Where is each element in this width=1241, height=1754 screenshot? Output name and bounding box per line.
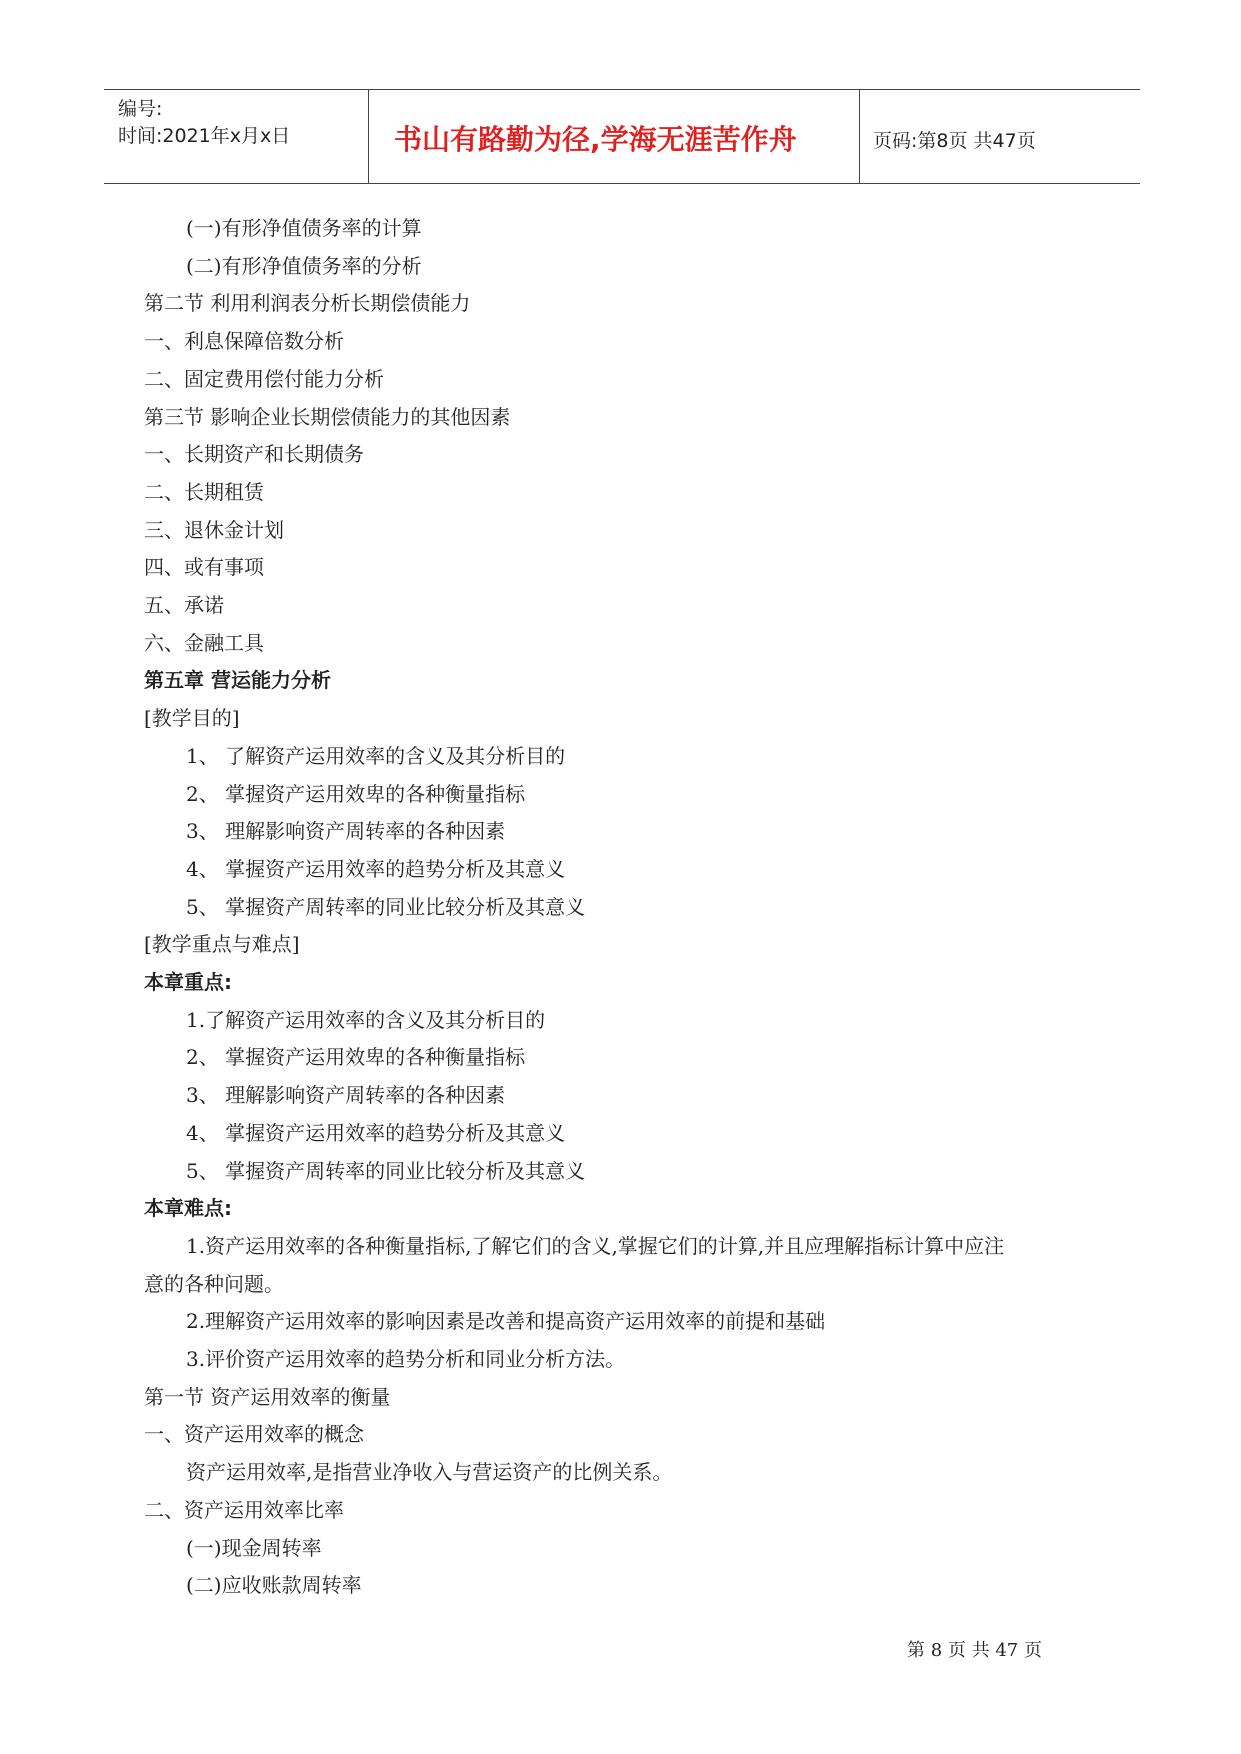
text-line: 二、资产运用效率比率 xyxy=(144,1498,344,1522)
text-line: 一、长期资产和长期债务 xyxy=(144,442,364,466)
text-line: 2、 掌握资产运用效卑的各种衡量指标 xyxy=(186,1045,526,1069)
text-line: 5、 掌握资产周转率的同业比较分析及其意义 xyxy=(186,895,586,919)
section-heading: 本章难点: xyxy=(144,1196,232,1220)
text-line: 4、 掌握资产运用效率的趋势分析及其意义 xyxy=(186,857,566,881)
text-line: 五、承诺 xyxy=(144,593,224,617)
text-line: 1、 了解资产运用效率的含义及其分析目的 xyxy=(186,744,566,768)
header-bottom-rule xyxy=(104,183,1140,184)
header-page-label: 页码:第8页 共47页 xyxy=(873,130,1036,152)
text-line: [教学重点与难点] xyxy=(144,932,300,956)
header-divider-left xyxy=(368,90,369,184)
section-heading: 本章重点: xyxy=(144,970,232,994)
text-line: (一)有形净值债务率的计算 xyxy=(186,216,422,240)
text-line: 4、 掌握资产运用效率的趋势分析及其意义 xyxy=(186,1121,566,1145)
text-line: [教学目的] xyxy=(144,706,240,730)
header-motto: 书山有路勤为径,学海无涯苦作舟 xyxy=(394,123,797,156)
text-line: 一、利息保障倍数分析 xyxy=(144,329,344,353)
text-line: 1.资产运用效率的各种衡量指标,了解它们的含义,掌握它们的计算,并且应理解指标计算中应注 xyxy=(186,1234,1005,1258)
text-line: 第三节 影响企业长期偿债能力的其他因素 xyxy=(144,405,511,429)
text-line: 2.理解资产运用效率的影响因素是改善和提高资产运用效率的前提和基础 xyxy=(186,1309,826,1333)
text-line: 第一节 资产运用效率的衡量 xyxy=(144,1385,391,1409)
text-line: (二)应收账款周转率 xyxy=(186,1573,362,1597)
text-line: 三、退休金计划 xyxy=(144,518,284,542)
text-line: 二、长期租赁 xyxy=(144,480,264,504)
text-line: 资产运用效率,是指营业净收入与营运资产的比例关系。 xyxy=(186,1460,673,1484)
text-line: 四、或有事项 xyxy=(144,555,264,579)
text-line: 第二节 利用利润表分析长期偿债能力 xyxy=(144,291,471,315)
text-line: 一、资产运用效率的概念 xyxy=(144,1422,364,1446)
text-line: 六、金融工具 xyxy=(144,631,264,655)
header-top-rule xyxy=(104,89,1140,90)
text-line: (二)有形净值债务率的分析 xyxy=(186,254,422,278)
section-heading: 第五章 营运能力分析 xyxy=(144,668,331,692)
text-line: 3、 理解影响资产周转率的各种因素 xyxy=(186,819,506,843)
text-line: 2、 掌握资产运用效卑的各种衡量指标 xyxy=(186,782,526,806)
text-line: 5、 掌握资产周转率的同业比较分析及其意义 xyxy=(186,1159,586,1183)
doc-time-label: 时间:2021年x月x日 xyxy=(118,125,291,147)
text-line: 3、 理解影响资产周转率的各种因素 xyxy=(186,1083,506,1107)
doc-number-label: 编号: xyxy=(118,98,163,120)
text-line: (一)现金周转率 xyxy=(186,1536,322,1560)
text-line: 1.了解资产运用效率的含义及其分析目的 xyxy=(186,1008,546,1032)
text-line: 3.评价资产运用效率的趋势分析和同业分析方法。 xyxy=(186,1347,626,1371)
text-line: 意的各种问题。 xyxy=(144,1272,284,1296)
text-line: 二、固定费用偿付能力分析 xyxy=(144,367,384,391)
header-divider-right xyxy=(859,90,860,184)
page-footer: 第 8 页 共 47 页 xyxy=(907,1640,1042,1661)
